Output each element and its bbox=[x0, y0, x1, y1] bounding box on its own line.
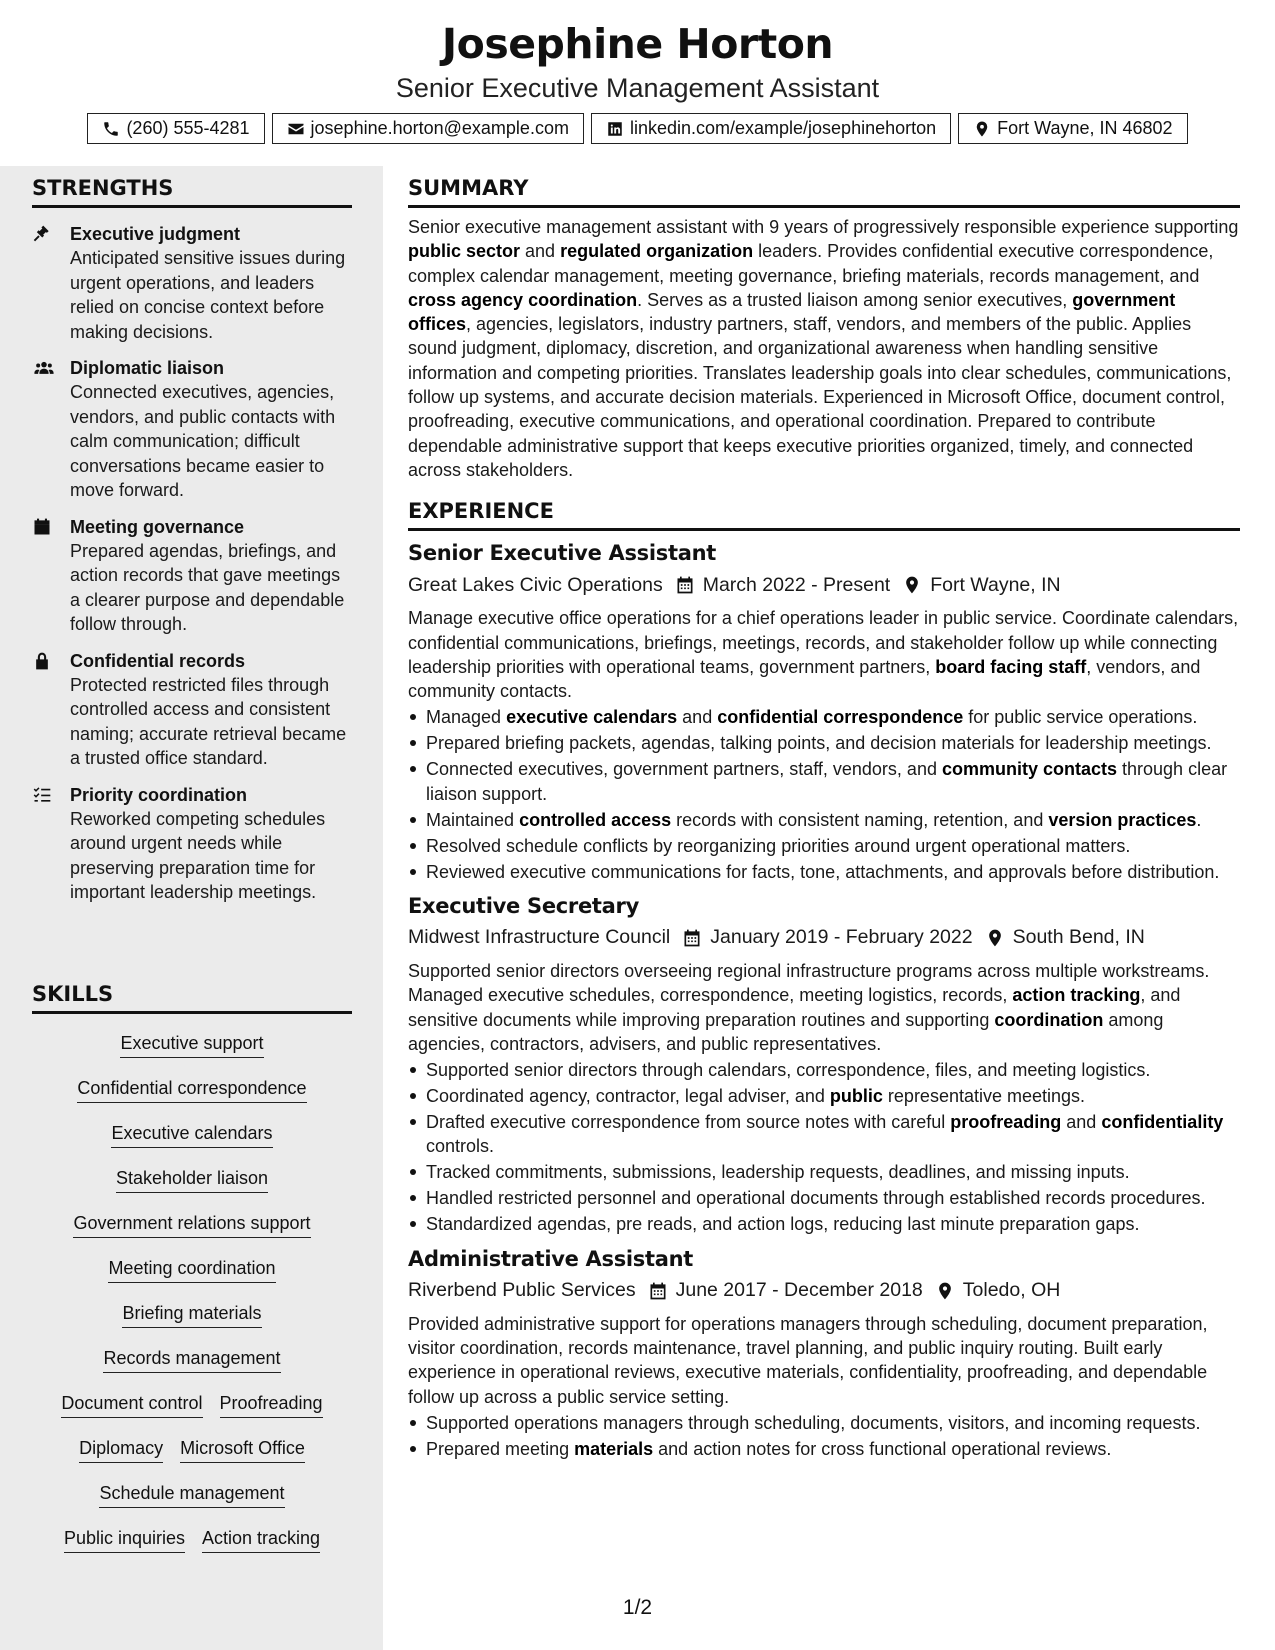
job-description-text: among agencies, contractors, advisers, and public representatives. bbox=[408, 1009, 1164, 1054]
job-title: Administrative Assistant bbox=[408, 1246, 694, 1271]
contact-location bbox=[958, 113, 1187, 144]
job-location: South Bend, IN bbox=[1012, 926, 1145, 949]
list-item bbox=[408, 860, 1240, 884]
map-pin-icon bbox=[973, 120, 991, 138]
linkedin-icon bbox=[606, 120, 624, 138]
bullet-text: and bbox=[677, 707, 718, 728]
job-location: Fort Wayne, IN bbox=[930, 573, 1061, 596]
calendar-icon bbox=[682, 928, 702, 948]
strength-title: Meeting governance bbox=[70, 516, 245, 537]
bullet-text: for public service operations. bbox=[963, 707, 1198, 728]
skill-row bbox=[103, 1335, 280, 1380]
job-description-text: , vendors, and community contacts. bbox=[408, 656, 1201, 702]
bullet-text: and bbox=[1061, 1112, 1102, 1133]
bullet-text: and action notes for cross functional operational reviews. bbox=[653, 1438, 1112, 1459]
job-entry bbox=[408, 1247, 1240, 1461]
summary-emphasis: regulated organization bbox=[560, 241, 754, 262]
summary-text: and bbox=[520, 241, 561, 262]
skill-tag: Confidential correspondence bbox=[77, 1077, 306, 1103]
contact-location-text: Fort Wayne, IN 46802 bbox=[997, 118, 1173, 138]
bullet-text: representative meetings. bbox=[882, 1086, 1086, 1107]
skill-row bbox=[79, 1425, 305, 1470]
summary-emphasis: cross agency coordination bbox=[408, 289, 638, 310]
main-content bbox=[408, 166, 1240, 1463]
bullet-emphasis: controlled access bbox=[519, 809, 672, 830]
contact-bar bbox=[0, 113, 1275, 144]
skills-heading: SKILLS bbox=[32, 982, 352, 1014]
job-description-text: , and sensitive documents while improving preparation routines and supporting bbox=[408, 985, 1181, 1030]
users-icon bbox=[32, 358, 56, 378]
job-bullets bbox=[408, 1058, 1240, 1237]
job-bullets bbox=[408, 1411, 1240, 1461]
bullet-text: Coordinated agency, contractor, legal adviser, and bbox=[426, 1086, 830, 1107]
job-description-text: Manage executive office operations for a chief operations leader in public service. Coordinate calendars, confidential communications, briefings, meetings, records, and stakeholder follow up while connecting leadership priorities with operational teams, government partners, bbox=[408, 608, 1239, 677]
map-pin-icon bbox=[935, 1281, 955, 1301]
job-meta bbox=[408, 1277, 1240, 1305]
list-item bbox=[408, 757, 1240, 806]
skill-tag: Government relations support bbox=[73, 1212, 310, 1238]
list-item bbox=[408, 1084, 1240, 1108]
bullet-emphasis: executive calendars bbox=[506, 707, 678, 728]
skill-tag: Meeting coordination bbox=[108, 1257, 275, 1283]
list-item bbox=[408, 731, 1240, 755]
bullet-text: Maintained bbox=[426, 809, 520, 830]
list-item bbox=[408, 808, 1240, 832]
list-item bbox=[408, 705, 1240, 729]
job-list bbox=[408, 541, 1240, 1461]
calendar-icon bbox=[32, 517, 52, 537]
bullet-emphasis: public bbox=[829, 1086, 883, 1107]
skill-tag: Action tracking bbox=[202, 1527, 320, 1553]
job-title: Executive Secretary bbox=[408, 893, 639, 918]
bullet-emphasis: proofreading bbox=[950, 1112, 1062, 1133]
skills-list bbox=[32, 1020, 352, 1560]
candidate-title: Senior Executive Management Assistant bbox=[395, 73, 880, 103]
experience-section bbox=[408, 499, 1240, 1461]
job-entry bbox=[408, 894, 1240, 1237]
summary-heading: SUMMARY bbox=[408, 176, 1240, 208]
summary-text: . Serves as a trusted liaison among senior executives, bbox=[637, 289, 1073, 310]
list-item bbox=[408, 834, 1240, 858]
strength-description: Prepared agendas, briefings, and action records that gave meetings a clearer purpose and dependable follow through. bbox=[70, 540, 345, 634]
bullet-emphasis: confidentiality bbox=[1101, 1112, 1224, 1133]
strength-title: Diplomatic liaison bbox=[70, 358, 225, 378]
phone-icon bbox=[102, 120, 120, 138]
strength-item bbox=[32, 783, 352, 905]
list-item bbox=[408, 1212, 1240, 1236]
job-meta bbox=[408, 571, 1240, 599]
job-description bbox=[408, 959, 1240, 1056]
job-description-text: Provided administrative support for operations managers through scheduling, document preparation, visitor coordination, records maintenance, travel planning, and public inquiry routing. Built early experience in operational reviews, executive materials, confidentiality, proofreading, and dependable follow up across a public service setting. bbox=[408, 1313, 1208, 1407]
bullet-text: Managed bbox=[426, 707, 507, 728]
calendar-icon bbox=[648, 1281, 668, 1301]
sidebar bbox=[0, 166, 383, 1650]
skill-tag: Records management bbox=[103, 1347, 280, 1373]
job-company: Riverbend Public Services bbox=[408, 1279, 636, 1302]
bullet-text: Prepared meeting bbox=[426, 1438, 575, 1459]
skill-tag: Proofreading bbox=[220, 1392, 323, 1418]
lock-icon bbox=[32, 651, 52, 671]
skill-row bbox=[122, 1290, 261, 1335]
bullet-text: . bbox=[1196, 809, 1202, 830]
strength-title: Confidential records bbox=[70, 650, 246, 671]
strength-item bbox=[32, 356, 352, 503]
summary-text: Senior executive management assistant with 9 years of progressively responsible experience supporting bbox=[408, 217, 1239, 237]
skill-row bbox=[120, 1020, 263, 1065]
candidate-name: Josephine Horton bbox=[441, 20, 834, 68]
summary-emphasis: government offices bbox=[408, 289, 1176, 335]
list-item bbox=[408, 1110, 1240, 1159]
job-location: Toledo, OH bbox=[962, 1279, 1061, 1302]
contact-phone[interactable] bbox=[87, 113, 264, 144]
summary-text bbox=[408, 215, 1240, 482]
bullet-text: Resolved schedule conflicts by reorganizing priorities around urgent operational matters. bbox=[426, 835, 1131, 856]
skill-row bbox=[116, 1155, 268, 1200]
bullet-text: Standardized agendas, pre reads, and action logs, reducing last minute preparation gaps. bbox=[426, 1214, 1140, 1235]
checklist-icon bbox=[32, 785, 52, 805]
job-dates: March 2022 - Present bbox=[702, 573, 891, 596]
skill-row bbox=[111, 1110, 272, 1155]
list-item bbox=[408, 1411, 1240, 1435]
calendar-icon bbox=[675, 575, 695, 595]
skill-tag: Stakeholder liaison bbox=[116, 1167, 268, 1193]
skill-tag: Diplomacy bbox=[79, 1437, 163, 1463]
job-description-emphasis: coordination bbox=[994, 1009, 1104, 1030]
job-dates: January 2019 - February 2022 bbox=[710, 926, 973, 949]
job-company: Midwest Infrastructure Council bbox=[408, 926, 671, 949]
job-description-text: Supported senior directors overseeing regional infrastructure programs across multiple workstreams. Managed executive schedules, correspondence, meeting logistics, records, bbox=[408, 960, 1210, 1006]
skill-tag: Microsoft Office bbox=[180, 1437, 305, 1463]
strength-title: Executive judgment bbox=[70, 224, 241, 244]
strength-item bbox=[32, 222, 352, 344]
bullet-emphasis: confidential correspondence bbox=[717, 707, 964, 728]
job-entry bbox=[408, 541, 1240, 884]
contact-email[interactable] bbox=[272, 113, 584, 144]
bullet-text: Handled restricted personnel and operational documents through established records procedures. bbox=[426, 1188, 1206, 1209]
job-description bbox=[408, 606, 1240, 703]
list-item bbox=[408, 1186, 1240, 1210]
bullet-text: through clear liaison support. bbox=[426, 759, 1228, 804]
bullet-text: Prepared briefing packets, agendas, talking points, and decision materials for leadership meetings. bbox=[426, 733, 1212, 754]
bullet-text: records with consistent naming, retention, and bbox=[671, 809, 1049, 830]
summary-text: , agencies, legislators, industry partners, staff, vendors, and members of the public. Applies sound judgment, diplomacy, discretion, and organizational awareness when handling sensitive information and competing priorities. Translates leadership goals into clear schedules, communications, follow up systems, and accurate decision materials. Experienced in Microsoft Office, document control, proofreading, executive communications, and operational coordination. Prepared to contribute dependable administrative support that keeps executive priorities organized, timely, and connected across stakeholders. bbox=[408, 314, 1232, 480]
skill-row bbox=[64, 1515, 320, 1560]
strength-description: Connected executives, agencies, vendors, and public contacts with calm communication; difficult conversations became easier to move forward. bbox=[70, 382, 336, 500]
bullet-emphasis: community contacts bbox=[941, 759, 1118, 780]
bullet-text: Drafted executive correspondence from source notes with careful bbox=[426, 1112, 951, 1133]
bullet-text: Connected executives, government partners, staff, vendors, and bbox=[426, 759, 942, 780]
job-company: Great Lakes Civic Operations bbox=[408, 573, 663, 596]
skill-tag: Executive calendars bbox=[111, 1122, 272, 1148]
strengths-heading: STRENGTHS bbox=[32, 176, 352, 208]
job-dates: June 2017 - December 2018 bbox=[675, 1279, 923, 1302]
list-item bbox=[408, 1058, 1240, 1082]
resume-header bbox=[0, 0, 1275, 166]
contact-email-text: josephine.horton@example.com bbox=[310, 118, 569, 138]
skill-row bbox=[99, 1470, 284, 1515]
job-description bbox=[408, 1312, 1240, 1409]
job-title: Senior Executive Assistant bbox=[408, 541, 716, 566]
skill-tag: Document control bbox=[61, 1392, 202, 1418]
contact-linkedin-text: linkedin.com/example/josephinehorton bbox=[629, 118, 937, 138]
skill-tag: Public inquiries bbox=[64, 1527, 185, 1553]
skill-tag: Schedule management bbox=[99, 1482, 284, 1508]
strength-description: Protected restricted files through controlled access and consistent naming; accurate retrieval became a trusted office standard. bbox=[70, 674, 347, 768]
contact-linkedin[interactable] bbox=[591, 113, 951, 144]
bullet-text: Reviewed executive communications for facts, tone, attachments, and approvals before distribution. bbox=[426, 861, 1220, 882]
bullet-emphasis: version practices bbox=[1048, 809, 1197, 830]
job-bullets bbox=[408, 705, 1240, 884]
map-pin-icon bbox=[902, 575, 922, 595]
page-number: 1/2 bbox=[622, 1596, 653, 1619]
job-meta bbox=[408, 924, 1240, 952]
bullet-emphasis: materials bbox=[574, 1438, 654, 1459]
job-description-emphasis: board facing staff bbox=[935, 656, 1087, 677]
skills-section bbox=[32, 982, 352, 1560]
strength-item bbox=[32, 515, 352, 637]
contact-phone-text: (260) 555-4281 bbox=[126, 118, 250, 138]
gavel-icon bbox=[32, 224, 52, 244]
bullet-text: Tracked commitments, submissions, leadership requests, deadlines, and missing inputs. bbox=[426, 1162, 1130, 1183]
list-item bbox=[408, 1437, 1240, 1461]
envelope-icon bbox=[287, 120, 305, 138]
experience-heading: EXPERIENCE bbox=[408, 499, 1240, 531]
strengths-section bbox=[32, 176, 352, 905]
strength-description: Anticipated sensitive issues during urgent operations, and leaders relied on concise context before making decisions. bbox=[70, 248, 346, 342]
skill-tag: Executive support bbox=[120, 1032, 263, 1058]
skill-row bbox=[73, 1200, 310, 1245]
skill-row bbox=[108, 1245, 275, 1290]
bullet-text: Supported operations managers through scheduling, documents, visitors, and incoming requests. bbox=[426, 1412, 1201, 1433]
skill-row bbox=[77, 1065, 306, 1110]
bullet-text: controls. bbox=[426, 1136, 495, 1157]
list-item bbox=[408, 1160, 1240, 1184]
skill-tag: Briefing materials bbox=[122, 1302, 261, 1328]
strength-title: Priority coordination bbox=[70, 784, 248, 805]
summary-section bbox=[408, 176, 1240, 482]
job-description-emphasis: action tracking bbox=[1012, 985, 1141, 1006]
summary-emphasis: public sector bbox=[408, 241, 521, 262]
bullet-text: Supported senior directors through calendars, correspondence, files, and meeting logistics. bbox=[426, 1060, 1151, 1081]
strength-description: Reworked competing schedules around urgent needs while preserving preparation time for important leadership meetings. bbox=[70, 808, 326, 902]
strength-item bbox=[32, 649, 352, 771]
skill-row bbox=[61, 1380, 322, 1425]
map-pin-icon bbox=[985, 928, 1005, 948]
summary-text: leaders. Provides confidential executive correspondence, complex calendar management, meeting governance, briefing materials, records management, and bbox=[408, 241, 1214, 286]
